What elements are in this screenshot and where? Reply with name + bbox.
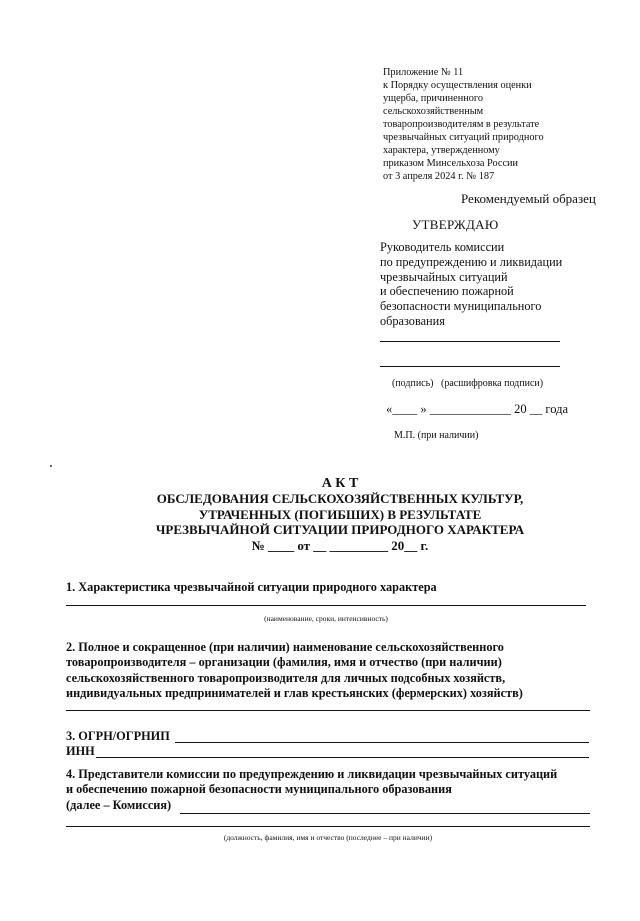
appendix-line: Приложение № 11 <box>383 67 464 78</box>
section2-title <box>66 640 523 702</box>
section4-caption: (должность, фамилия, имя и отчество (последнее – при наличии) <box>223 833 433 842</box>
section2-line: индивидуальных предпринимателей и глав крестьянских (фермерских) хозяйств) <box>66 686 523 701</box>
act-title-line: УТРАЧЕННЫХ (ПОГИБШИХ) В РЕЗУЛЬТАТЕ <box>198 507 482 522</box>
section4-line: и обеспечению пожарной безопасности муниципального образования <box>66 782 452 797</box>
section2-line: 2. Полное и сокращенное (при наличии) наименование сельскохозяйственного <box>66 640 504 654</box>
appendix-line: чрезвычайных ситуаций природного <box>383 132 544 143</box>
appendix-line: приказом Минсельхоза России <box>383 158 519 169</box>
section1-field-line <box>66 605 586 606</box>
appendix-line: к Порядку осуществления оценки <box>383 80 532 91</box>
act-word: А К Т <box>321 476 359 491</box>
recommended-sample-label: Рекомендуемый образец <box>461 191 596 206</box>
act-title-line: ЧРЕЗВЫЧАЙНОЙ СИТУАЦИИ ПРИРОДНОГО ХАРАКТЕРА <box>155 522 525 537</box>
appendix-line: ущерба, причиненного <box>383 93 483 104</box>
section2-line: сельскохозяйственного товаропроизводителя для личных подсобных хозяйств, <box>66 670 506 685</box>
approval-date-line: «____ » _____________ 20 __ года <box>386 402 568 416</box>
act-title-line: ОБСЛЕДОВАНИЯ СЕЛЬСКОХОЗЯЙСТВЕННЫХ КУЛЬТУР, <box>156 491 524 506</box>
head-role-line: и обеспечению пожарной <box>380 284 514 299</box>
head-role-line: образования <box>380 313 445 328</box>
signature-line <box>380 366 560 367</box>
inn-label: ИНН <box>66 744 95 758</box>
signature-caption: (подпись) (расшифровка подписи) <box>392 378 544 389</box>
section1-title: 1. Характеристика чрезвычайной ситуации природного характера <box>66 580 437 594</box>
section2-line: товаропроизводителя – организации (фамилия, имя и отчество (при наличии) <box>66 655 502 670</box>
section4-title <box>66 767 557 813</box>
commission-field-line <box>180 813 590 814</box>
act-number-line: № ____ от __ _________ 20__ г. <box>251 538 429 553</box>
scan-speck <box>50 465 52 467</box>
ogrn-label: 3. ОГРН/ОГРНИП <box>66 729 170 743</box>
head-role-line: по предупреждению и ликвидации <box>380 254 563 269</box>
head-role-line: Руководитель комиссии <box>380 240 505 254</box>
appendix-note <box>383 66 603 183</box>
section2-field-line <box>66 710 590 711</box>
section1-caption: (наименование, сроки, интенсивность) <box>264 614 388 623</box>
head-role-line: чрезвычайных ситуаций <box>380 269 508 284</box>
commission-field-line-2 <box>66 826 590 827</box>
commission-head-title <box>380 240 595 329</box>
ogrn-field-line <box>175 742 589 743</box>
stamp-place-label: М.П. (при наличии) <box>394 430 479 441</box>
appendix-line: от 3 апреля 2024 г. № 187 <box>383 171 495 182</box>
inn-field-line <box>96 757 589 758</box>
approve-heading: УТВЕРЖДАЮ <box>412 217 499 232</box>
appendix-line: характера, утвержденному <box>383 145 500 156</box>
head-name-line <box>380 341 560 342</box>
section4-line: 4. Представители комиссии по предупреждению и ликвидации чрезвычайных ситуаций <box>66 767 558 781</box>
appendix-line: сельскохозяйственным <box>383 106 484 117</box>
section4-line: (далее – Комиссия) <box>66 797 172 812</box>
appendix-line: товаропроизводителям в результате <box>383 119 540 130</box>
head-role-line: безопасности муниципального <box>380 299 542 314</box>
